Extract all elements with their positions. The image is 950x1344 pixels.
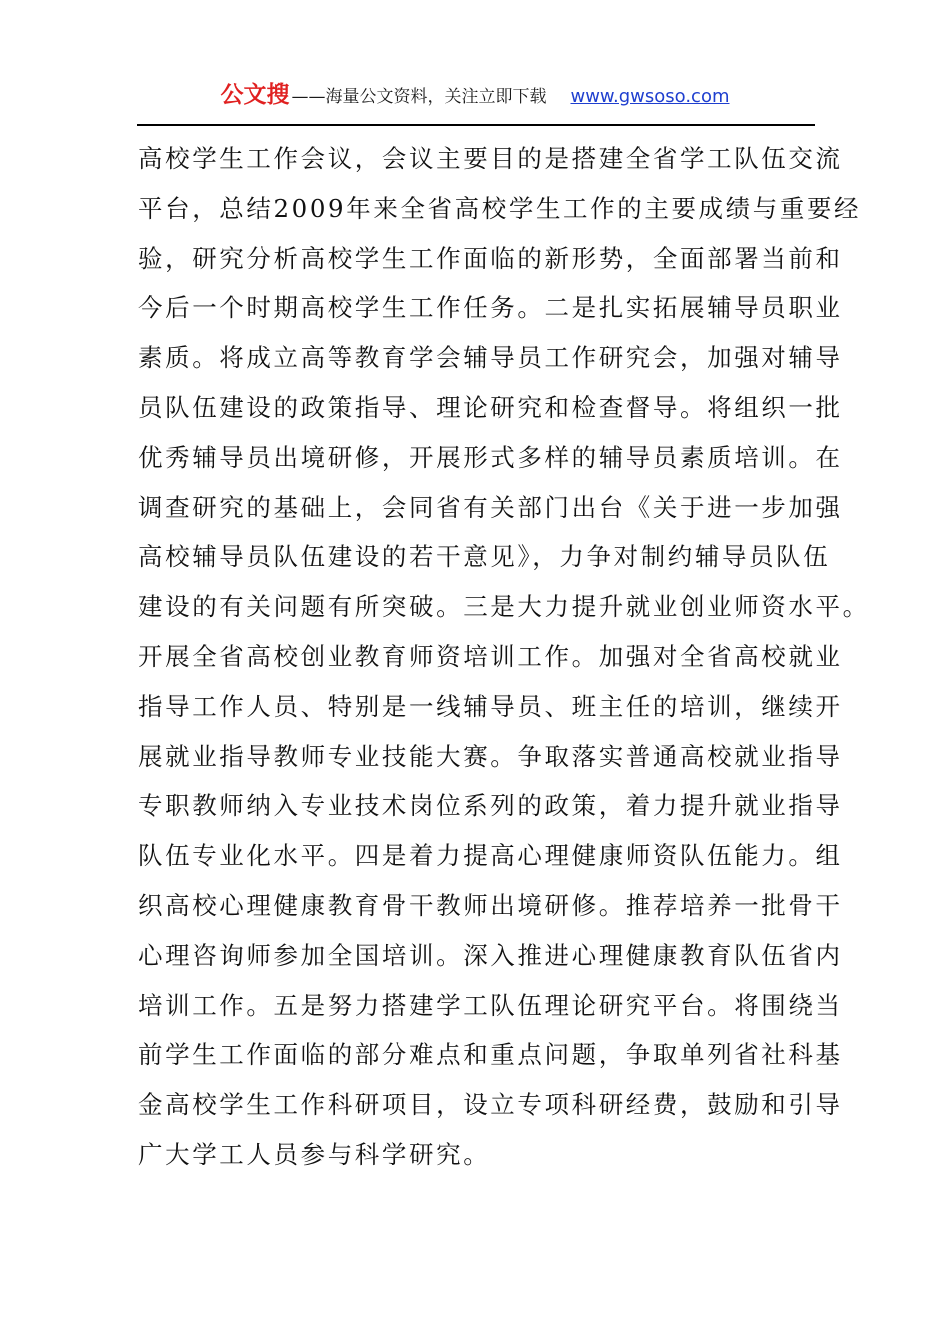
- text-line: 广大学工人员参与科学研究。: [138, 1139, 491, 1169]
- text-line: 指导工作人员、特别是一线辅导员、班主任的培训，继续开: [138, 691, 843, 721]
- text-line: 高校辅导员队伍建设的若干意见》，力争对制约辅导员队伍: [138, 542, 831, 572]
- brand-logo-text: 公文搜: [220, 82, 290, 108]
- text-line: 优秀辅导员出境研修，开展形式多样的辅导员素质培训。在: [138, 442, 843, 472]
- header-tagline: ——海量公文资料，关注立即下载: [291, 87, 547, 107]
- text-line: 建设的有关问题有所突破。三是大力提升就业创业师资水平。: [138, 592, 870, 622]
- text-line: 开展全省高校创业教育师资培训工作。加强对全省高校就业: [138, 641, 843, 671]
- text-line: 验，研究分析高校学生工作面临的新形势，全面部署当前和: [138, 243, 843, 273]
- text-line: 前学生工作面临的部分难点和重点问题，争取单列省社科基: [138, 1040, 843, 1070]
- text-line: 展就业指导教师专业技能大赛。争取落实普通高校就业指导: [138, 741, 843, 771]
- text-line: 培训工作。五是努力搭建学工队伍理论研究平台。将围绕当: [138, 990, 843, 1020]
- header-divider: [137, 124, 815, 126]
- text-line: 织高校心理健康教育骨干教师出境研修。推荐培养一批骨干: [138, 890, 843, 920]
- text-line: 平台，总结2009年来全省高校学生工作的主要成绩与重要经: [138, 193, 862, 223]
- text-line: 队伍专业化水平。四是着力提高心理健康师资队伍能力。组: [138, 841, 843, 871]
- text-line: 专职教师纳入专业技术岗位系列的政策，着力提升就业指导: [138, 791, 843, 821]
- text-line: 员队伍建设的政策指导、理论研究和检查督导。将组织一批: [138, 392, 843, 422]
- body-paragraph: [138, 134, 870, 1180]
- text-line: 调查研究的基础上，会同省有关部门出台《关于进一步加强: [138, 492, 843, 522]
- text-line: 今后一个时期高校学生工作任务。二是扎实拓展辅导员职业: [138, 293, 843, 323]
- website-link[interactable]: www.gwsoso.com: [570, 86, 730, 107]
- text-line: 金高校学生工作科研项目，设立专项科研经费，鼓励和引导: [138, 1090, 843, 1120]
- text-line: 心理咨询师参加全国培训。深入推进心理健康教育队伍省内: [138, 940, 843, 970]
- page-header: [0, 76, 950, 112]
- text-line: 高校学生工作会议，会议主要目的是搭建全省学工队伍交流: [138, 144, 843, 173]
- text-line: 素质。将成立高等教育学会辅导员工作研究会，加强对辅导: [138, 343, 843, 373]
